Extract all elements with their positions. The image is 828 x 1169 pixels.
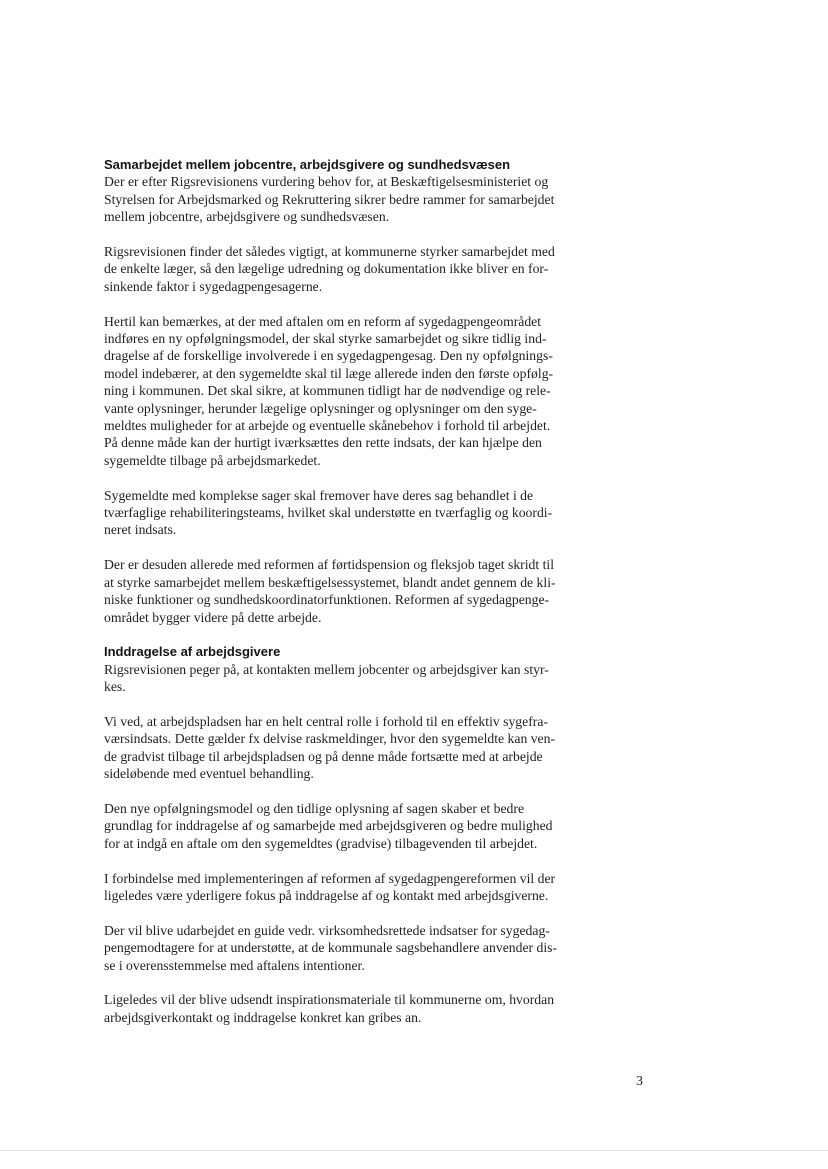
text-line: de enkelte læger, så den lægelige udredning og dokumentation ikke bliver en for-	[104, 261, 549, 277]
text-line: sygemeldte tilbage på arbejdsmarkedet.	[104, 452, 321, 468]
text-line: Der er desuden allerede med reformen af førtidspension og fleksjob taget skridt til	[104, 557, 555, 573]
text-line: I forbindelse med implementeringen af reformen af sygedagpengereformen vil der	[104, 870, 556, 886]
text-line: området bygger videre på dette arbejde.	[104, 609, 322, 625]
paragraph	[104, 173, 604, 225]
paragraph	[104, 713, 604, 783]
paragraph	[104, 556, 604, 626]
text-line: værsindsats. Dette gælder fx delvise raskmeldinger, hvor den sygemeldte kan ven-	[104, 731, 556, 747]
text-line: ligeledes være yderligere fokus på inddragelse af og kontakt med arbejdsgiverne.	[104, 887, 549, 903]
paragraph	[104, 870, 604, 905]
text-line: model indebærer, at den sygemeldte skal til læge allerede inden den første opfølg-	[104, 365, 554, 381]
text-line: kes.	[104, 679, 126, 695]
text-line: mellem jobcentre, arbejdsgivere og sundhedsvæsen.	[104, 209, 390, 225]
paragraph	[104, 800, 604, 852]
text-line: sinkende faktor i sygedagpengesagerne.	[104, 278, 323, 294]
paragraph	[104, 922, 604, 974]
text-line: Sygemeldte med komplekse sager skal fremover have deres sag behandlet i de	[104, 487, 534, 503]
text-line: se i overensstemmelse med aftalens intentioner.	[104, 957, 365, 973]
text-line: de gradvist tilbage til arbejdspladsen og på denne måde fortsætte med at arbejde	[104, 748, 543, 764]
body-text	[104, 156, 604, 1044]
page-bottom-edge	[0, 1150, 828, 1151]
text-line: sideløbende med eventuel behandling.	[104, 766, 314, 782]
paragraph	[104, 313, 604, 470]
text-line: Rigsrevisionen peger på, at kontakten mellem jobcenter og arbejdsgiver kan styr-	[104, 661, 549, 677]
text-line: vante oplysninger, herunder lægelige oplysninger og oplysninger om den syge-	[104, 400, 537, 416]
text-line: Der er efter Rigsrevisionens vurdering behov for, at Beskæftigelsesministeriet og	[104, 174, 549, 190]
text-line: grundlag for inddragelse af og samarbejde med arbejdsgiveren og bedre mulighed	[104, 818, 553, 834]
text-line: arbejdsgiverkontakt og inddragelse konkret kan gribes an.	[104, 1009, 422, 1025]
text-line: Rigsrevisionen finder det således vigtigt, at kommunerne styrker samarbejdet med	[104, 244, 555, 260]
text-line: Ligeledes vil der blive udsendt inspirationsmateriale til kommunerne om, hvordan	[104, 992, 555, 1008]
paragraph	[104, 243, 604, 295]
text-line: Der vil blive udarbejdet en guide vedr. virksomhedsrettede indsatser for sygedag-	[104, 922, 550, 938]
paragraph	[104, 661, 604, 696]
text-line: dragelse af de forskellige involverede i en sygedagpengesag. Den ny opfølgnings-	[104, 348, 553, 364]
section-heading-inddragelse: Inddragelse af arbejdsgivere	[104, 644, 281, 660]
text-line: På denne måde kan der hurtigt iværksættes den rette indsats, der kan hjælpe den	[104, 435, 542, 451]
text-line: pengemodtagere for at understøtte, at de kommunale sagsbehandlere anvender dis-	[104, 940, 558, 956]
text-line: Hertil kan bemærkes, at der med aftalen om en reform af sygedagpengeområdet	[104, 313, 542, 329]
text-line: indføres en ny opfølgningsmodel, der skal styrke samarbejdet og sikre tidlig ind-	[104, 331, 547, 347]
text-line: for at indgå en aftale om den sygemeldtes (gradvise) tilbagevenden til arbejdet.	[104, 835, 538, 851]
text-line: meldtes muligheder for at arbejde og eventuelle skånebehov i forhold til arbejdet.	[104, 418, 551, 434]
text-line: Den nye opfølgningsmodel og den tidlige oplysning af sagen skaber et bedre	[104, 800, 525, 816]
section-heading-samarbejde: Samarbejdet mellem jobcentre, arbejdsgivere og sundhedsvæsen	[104, 157, 511, 172]
text-line: neret indsats.	[104, 522, 177, 538]
text-line: ning i kommunen. Det skal sikre, at kommunen tidligt har de nødvendige og rele-	[104, 383, 551, 399]
paragraph	[104, 991, 604, 1026]
text-line: at styrke samarbejdet mellem beskæftigelsessystemet, blandt andet gennem de kli-	[104, 574, 556, 590]
text-line: niske funktioner og sundhedskoordinatorfunktionen. Reformen af sygedagpenge-	[104, 592, 550, 608]
text-line: tværfaglige rehabiliteringsteams, hvilket skal understøtte en tværfaglig og koordi-	[104, 505, 553, 521]
text-line: Vi ved, at arbejdspladsen har en helt central rolle i forhold til en effektiv sygefra-	[104, 713, 548, 729]
text-line: Styrelsen for Arbejdsmarked og Rekruttering sikrer bedre rammer for samarbejdet	[104, 191, 555, 207]
page-number: 3	[636, 1074, 643, 1089]
paragraph	[104, 487, 604, 539]
